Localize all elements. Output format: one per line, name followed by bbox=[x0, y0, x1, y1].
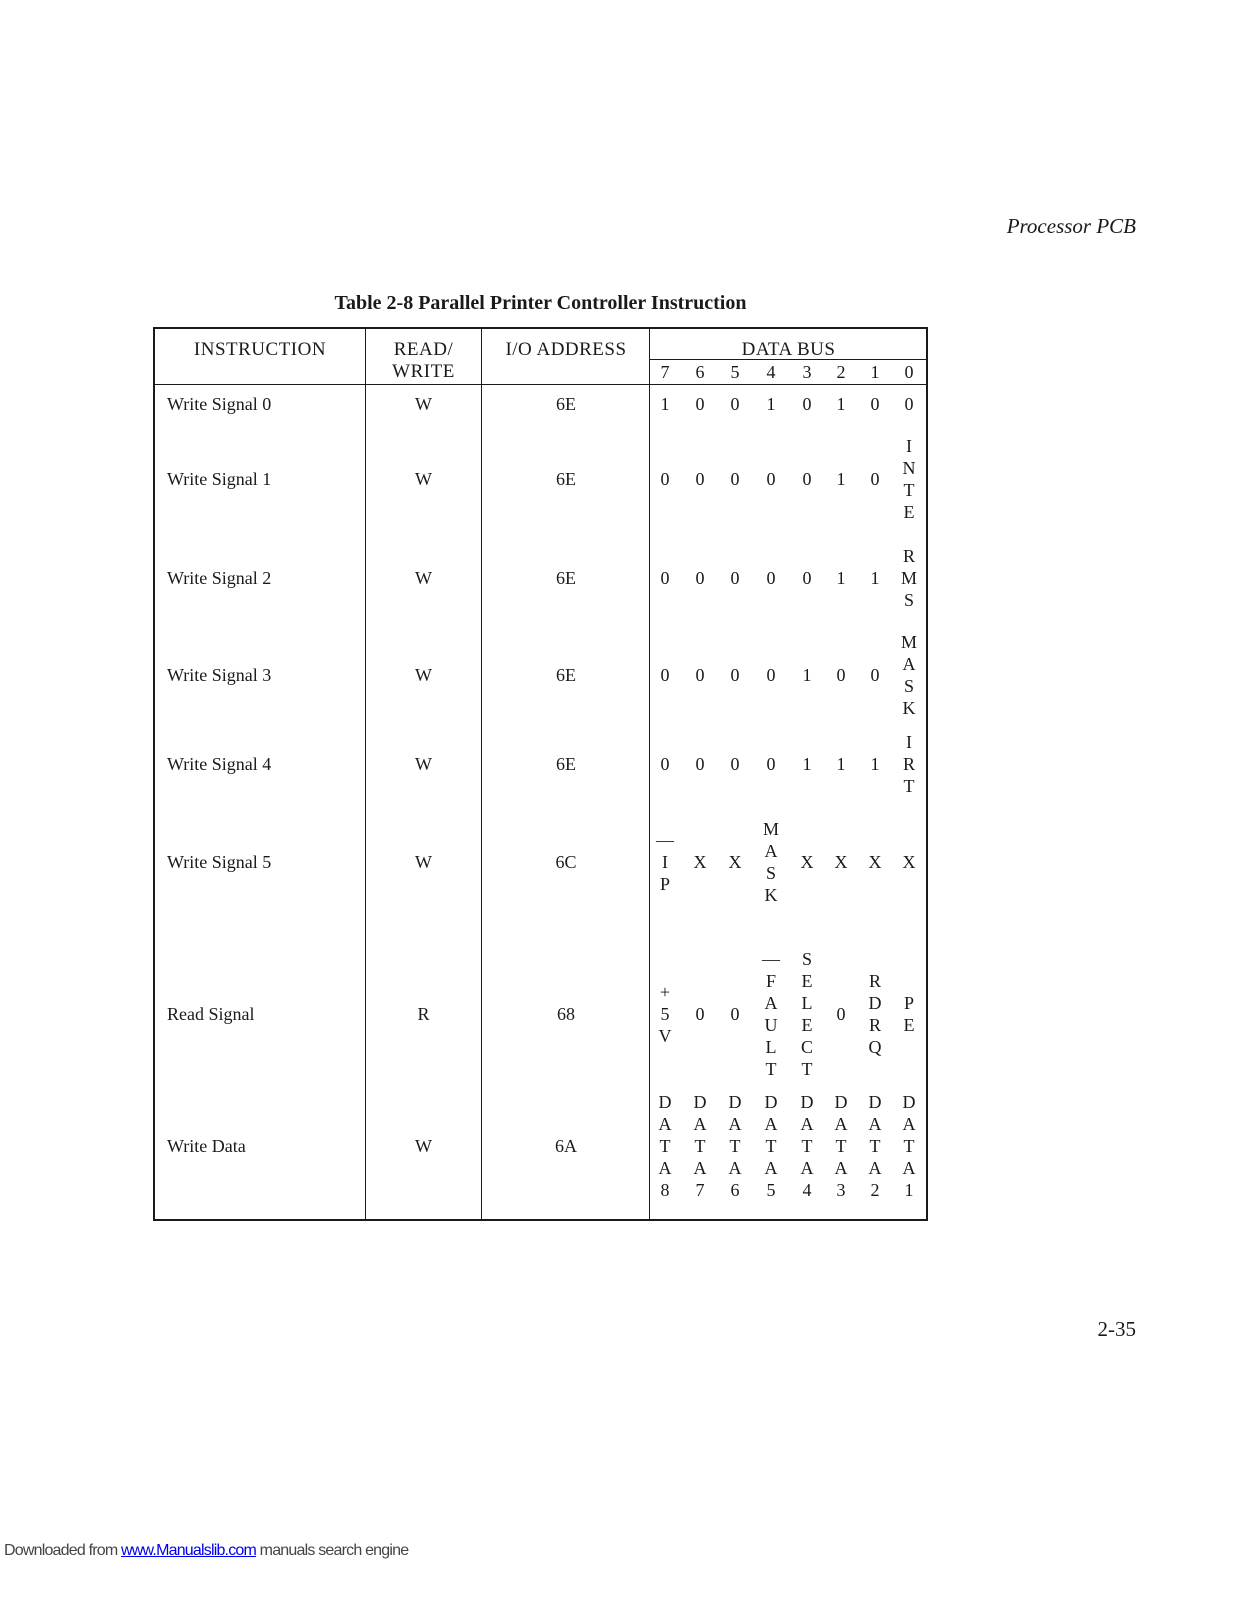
header-bit-2: 2 bbox=[836, 362, 846, 382]
io-address-cell: 6C bbox=[555, 852, 577, 872]
bit-char: P bbox=[659, 874, 670, 894]
bit-char: X bbox=[800, 852, 814, 872]
header-bit-1: 1 bbox=[870, 362, 880, 382]
bit-char: X bbox=[902, 852, 916, 872]
bit-char: I bbox=[662, 852, 668, 872]
bit-char: 0 bbox=[730, 665, 740, 685]
bit-cell-0 bbox=[891, 393, 927, 415]
bit-char: T bbox=[903, 1136, 915, 1156]
io-address-cell: 68 bbox=[557, 1004, 575, 1024]
bit-cell-7 bbox=[647, 393, 683, 415]
bit-cell-3 bbox=[789, 948, 825, 1080]
bit-char: A bbox=[728, 1158, 742, 1178]
page-number: 2-35 bbox=[1097, 1317, 1136, 1341]
bit-char: 0 bbox=[802, 394, 812, 414]
bit-char: 8 bbox=[660, 1180, 670, 1200]
bit-char: 0 bbox=[766, 754, 776, 774]
bit-char: D bbox=[658, 1092, 672, 1112]
manualslib-link[interactable]: www.Manualslib.com bbox=[121, 1542, 257, 1559]
bit-cell-7 bbox=[647, 753, 683, 775]
bit-cell-6 bbox=[682, 664, 718, 686]
bit-cell-5 bbox=[717, 664, 753, 686]
bit-char: A bbox=[658, 1158, 672, 1178]
bit-char: A bbox=[764, 841, 778, 861]
bit-char: S bbox=[801, 949, 812, 969]
bit-char: 1 bbox=[870, 568, 880, 588]
bit-char: P bbox=[903, 993, 914, 1013]
bit-char: T bbox=[903, 480, 915, 500]
read-write-cell: R bbox=[417, 1004, 430, 1024]
bit-cell-7 bbox=[647, 468, 683, 490]
bit-cell-5 bbox=[717, 1091, 753, 1201]
bit-char: C bbox=[800, 1037, 813, 1057]
bit-char: 0 bbox=[766, 568, 776, 588]
bit-char: 0 bbox=[695, 665, 705, 685]
bit-char: D bbox=[868, 993, 882, 1013]
bit-char: 0 bbox=[730, 394, 740, 414]
header-read-write-line1: READ/ bbox=[393, 339, 454, 360]
instruction-cell: Read Signal bbox=[167, 1004, 255, 1024]
bit-char: 5 bbox=[766, 1180, 776, 1200]
bit-char: D bbox=[800, 1092, 814, 1112]
bit-char: A bbox=[868, 1158, 882, 1178]
bit-cell-7 bbox=[647, 567, 683, 589]
bit-char: D bbox=[728, 1092, 742, 1112]
bit-cell-4 bbox=[753, 664, 789, 686]
bit-char: T bbox=[765, 1136, 777, 1156]
bit-cell-4 bbox=[753, 468, 789, 490]
bit-char: 0 bbox=[802, 469, 812, 489]
bit-cell-5 bbox=[717, 567, 753, 589]
bit-cell-6 bbox=[682, 393, 718, 415]
bit-char: 0 bbox=[766, 469, 776, 489]
read-write-cell: W bbox=[415, 568, 432, 588]
bit-cell-5 bbox=[717, 851, 753, 873]
read-write-cell: W bbox=[415, 852, 432, 872]
bit-cell-1 bbox=[857, 970, 893, 1058]
bit-cell-0 bbox=[891, 851, 927, 873]
bit-char: D bbox=[868, 1092, 882, 1112]
bit-char: 0 bbox=[766, 665, 776, 685]
read-write-cell: W bbox=[415, 665, 432, 685]
bit-char: U bbox=[764, 1015, 778, 1035]
bit-cell-7 bbox=[647, 664, 683, 686]
table-title: Table 2-8 Parallel Printer Controller Instruction bbox=[334, 292, 747, 314]
bit-char: + bbox=[659, 982, 671, 1002]
bit-cell-1 bbox=[857, 753, 893, 775]
bit-cell-0 bbox=[891, 731, 927, 797]
bit-char: R bbox=[902, 754, 915, 774]
bit-cell-4 bbox=[753, 567, 789, 589]
bit-cell-2 bbox=[823, 567, 859, 589]
bit-char: 1 bbox=[802, 754, 812, 774]
footer-prefix: Downloaded from bbox=[4, 1542, 122, 1559]
bit-cell-5 bbox=[717, 1003, 753, 1025]
bit-char: T bbox=[765, 1059, 777, 1079]
bit-char: 0 bbox=[660, 568, 670, 588]
io-address-cell: 6E bbox=[556, 754, 576, 774]
bit-cell-2 bbox=[823, 393, 859, 415]
header-bit-4: 4 bbox=[766, 362, 776, 382]
bit-char: — bbox=[656, 830, 674, 850]
bit-char: A bbox=[868, 1114, 882, 1134]
bit-char: A bbox=[764, 1114, 778, 1134]
bit-char: T bbox=[659, 1136, 671, 1156]
bit-char: 0 bbox=[660, 754, 670, 774]
bit-char: T bbox=[801, 1136, 813, 1156]
bit-char: A bbox=[764, 1158, 778, 1178]
bit-char: 0 bbox=[870, 665, 880, 685]
bit-cell-1 bbox=[857, 664, 893, 686]
bit-char: X bbox=[834, 852, 848, 872]
bit-cell-7 bbox=[647, 829, 683, 895]
bit-char: 0 bbox=[730, 754, 740, 774]
bit-char: 0 bbox=[695, 469, 705, 489]
bit-char: 1 bbox=[836, 394, 846, 414]
bit-cell-2 bbox=[823, 851, 859, 873]
bit-cell-6 bbox=[682, 567, 718, 589]
bit-char: D bbox=[764, 1092, 778, 1112]
bit-char: S bbox=[903, 590, 914, 610]
bit-cell-2 bbox=[823, 1003, 859, 1025]
bit-char: L bbox=[801, 993, 813, 1013]
bit-char: M bbox=[900, 632, 917, 652]
bit-char: A bbox=[693, 1114, 707, 1134]
io-address-cell: 6E bbox=[556, 469, 576, 489]
bit-cell-4 bbox=[753, 753, 789, 775]
bit-cell-5 bbox=[717, 468, 753, 490]
bit-char: 1 bbox=[836, 469, 846, 489]
bit-char: 1 bbox=[904, 1180, 914, 1200]
bit-char: 1 bbox=[660, 394, 670, 414]
bit-cell-1 bbox=[857, 851, 893, 873]
bit-cell-4 bbox=[753, 1091, 789, 1201]
bit-char: 1 bbox=[836, 568, 846, 588]
bit-char: S bbox=[765, 863, 776, 883]
io-address-cell: 6A bbox=[555, 1136, 577, 1156]
bit-char: 6 bbox=[730, 1180, 740, 1200]
bit-char: 0 bbox=[870, 469, 880, 489]
bit-char: A bbox=[800, 1114, 814, 1134]
instruction-cell: Write Signal 2 bbox=[167, 568, 272, 588]
bit-char: 0 bbox=[695, 754, 705, 774]
bit-cell-3 bbox=[789, 468, 825, 490]
read-write-cell: W bbox=[415, 754, 432, 774]
bit-cell-0 bbox=[891, 992, 927, 1036]
bit-cell-6 bbox=[682, 851, 718, 873]
instruction-cell: Write Signal 5 bbox=[167, 852, 272, 872]
bit-char: 4 bbox=[802, 1180, 812, 1200]
bit-cell-6 bbox=[682, 1091, 718, 1201]
bit-cell-3 bbox=[789, 753, 825, 775]
bit-cell-4 bbox=[753, 818, 789, 906]
running-head: Processor PCB bbox=[1006, 214, 1136, 238]
bit-cell-0 bbox=[891, 631, 927, 719]
bit-char: 7 bbox=[695, 1180, 705, 1200]
bit-cell-5 bbox=[717, 393, 753, 415]
bit-char: I bbox=[906, 732, 912, 752]
bit-char: M bbox=[900, 568, 917, 588]
bit-char: A bbox=[902, 1158, 916, 1178]
bit-char: X bbox=[693, 852, 707, 872]
bit-cell-5 bbox=[717, 753, 753, 775]
footer-suffix: manuals search engine bbox=[256, 1542, 409, 1559]
bit-cell-1 bbox=[857, 393, 893, 415]
bit-char: — bbox=[762, 949, 780, 969]
bit-cell-2 bbox=[823, 468, 859, 490]
instruction-cell: Write Data bbox=[167, 1136, 246, 1156]
bit-char: D bbox=[902, 1092, 916, 1112]
bit-char: R bbox=[902, 546, 915, 566]
bit-char: E bbox=[903, 1015, 915, 1035]
bit-char: 0 bbox=[836, 665, 846, 685]
bit-char: 0 bbox=[695, 394, 705, 414]
header-divider bbox=[155, 384, 926, 385]
bit-cell-6 bbox=[682, 753, 718, 775]
bit-cell-3 bbox=[789, 393, 825, 415]
bit-char: 0 bbox=[730, 469, 740, 489]
header-bit-7: 7 bbox=[660, 362, 670, 382]
bit-char: E bbox=[903, 502, 915, 522]
bit-char: M bbox=[762, 819, 779, 839]
bit-cell-7 bbox=[647, 1091, 683, 1201]
bit-char: 0 bbox=[870, 394, 880, 414]
bit-char: A bbox=[728, 1114, 742, 1134]
bit-char: A bbox=[764, 993, 778, 1013]
bit-cell-1 bbox=[857, 468, 893, 490]
header-instruction: INSTRUCTION bbox=[193, 339, 327, 360]
bit-char: T bbox=[694, 1136, 706, 1156]
bit-char: 0 bbox=[836, 1004, 846, 1024]
bit-char: D bbox=[693, 1092, 707, 1112]
bit-char: S bbox=[903, 676, 914, 696]
bit-cell-2 bbox=[823, 1091, 859, 1201]
bit-char: 2 bbox=[870, 1180, 880, 1200]
bit-char: T bbox=[729, 1136, 741, 1156]
bit-char: Q bbox=[868, 1037, 882, 1057]
bit-cell-3 bbox=[789, 567, 825, 589]
bit-cell-0 bbox=[891, 545, 927, 611]
header-bit-6: 6 bbox=[695, 362, 705, 382]
read-write-cell: W bbox=[415, 394, 432, 414]
bit-char: X bbox=[868, 852, 882, 872]
bit-char: A bbox=[902, 654, 916, 674]
header-read-write-line2: WRITE bbox=[392, 361, 455, 382]
bit-char: 1 bbox=[836, 754, 846, 774]
bit-char: T bbox=[869, 1136, 881, 1156]
bit-char: A bbox=[834, 1114, 848, 1134]
io-address-cell: 6E bbox=[556, 568, 576, 588]
bit-char: A bbox=[902, 1114, 916, 1134]
bit-cell-6 bbox=[682, 1003, 718, 1025]
instruction-cell: Write Signal 4 bbox=[167, 754, 272, 774]
bit-char: T bbox=[801, 1059, 813, 1079]
bit-cell-4 bbox=[753, 948, 789, 1080]
bit-char: A bbox=[800, 1158, 814, 1178]
bit-char: 3 bbox=[836, 1180, 846, 1200]
bit-char: D bbox=[834, 1092, 848, 1112]
bit-char: R bbox=[868, 1015, 881, 1035]
io-address-cell: 6E bbox=[556, 665, 576, 685]
bit-cell-3 bbox=[789, 851, 825, 873]
bit-char: E bbox=[801, 1015, 813, 1035]
bit-char: 5 bbox=[660, 1004, 670, 1024]
read-write-cell: W bbox=[415, 1136, 432, 1156]
bit-cell-3 bbox=[789, 664, 825, 686]
bit-cell-1 bbox=[857, 1091, 893, 1201]
instruction-cell: Write Signal 0 bbox=[167, 394, 272, 414]
bit-char: T bbox=[835, 1136, 847, 1156]
io-address-cell: 6E bbox=[556, 394, 576, 414]
bit-char: K bbox=[764, 885, 778, 905]
instruction-cell: Write Signal 3 bbox=[167, 665, 272, 685]
bit-char: N bbox=[902, 458, 916, 478]
bit-char: I bbox=[906, 436, 912, 456]
bit-cell-0 bbox=[891, 435, 927, 523]
bit-char: A bbox=[834, 1158, 848, 1178]
bit-char: A bbox=[658, 1114, 672, 1134]
header-bit-0: 0 bbox=[904, 362, 914, 382]
bit-char: T bbox=[903, 776, 915, 796]
header-bit-3: 3 bbox=[802, 362, 812, 382]
column-divider bbox=[481, 329, 482, 1219]
bit-char: A bbox=[693, 1158, 707, 1178]
bit-char: E bbox=[801, 971, 813, 991]
bit-char: 0 bbox=[802, 568, 812, 588]
bit-cell-4 bbox=[753, 393, 789, 415]
bit-char: K bbox=[902, 698, 916, 718]
bit-char: R bbox=[868, 971, 881, 991]
bit-char: 0 bbox=[904, 394, 914, 414]
bit-char: 1 bbox=[870, 754, 880, 774]
header-io-address: I/O ADDRESS bbox=[505, 339, 627, 360]
bit-char: X bbox=[728, 852, 742, 872]
bit-char: 0 bbox=[660, 665, 670, 685]
bit-cell-1 bbox=[857, 567, 893, 589]
bit-char: 1 bbox=[802, 665, 812, 685]
bit-char: 0 bbox=[730, 568, 740, 588]
bit-cell-2 bbox=[823, 664, 859, 686]
header-data-bus: DATA BUS bbox=[741, 339, 836, 360]
bit-char: F bbox=[765, 971, 776, 991]
read-write-cell: W bbox=[415, 469, 432, 489]
bit-char: 0 bbox=[695, 568, 705, 588]
footer bbox=[4, 1542, 408, 1560]
bit-char: 1 bbox=[766, 394, 776, 414]
bit-cell-6 bbox=[682, 468, 718, 490]
bit-char: L bbox=[765, 1037, 777, 1057]
bit-cell-3 bbox=[789, 1091, 825, 1201]
bit-char: V bbox=[658, 1026, 672, 1046]
instruction-cell: Write Signal 1 bbox=[167, 469, 272, 489]
instruction-table bbox=[153, 327, 928, 1221]
bit-char: 0 bbox=[730, 1004, 740, 1024]
bit-cell-7 bbox=[647, 981, 683, 1047]
header-bit-5: 5 bbox=[730, 362, 740, 382]
bit-cell-0 bbox=[891, 1091, 927, 1201]
bit-char: 0 bbox=[695, 1004, 705, 1024]
bit-cell-2 bbox=[823, 753, 859, 775]
bit-char: 0 bbox=[660, 469, 670, 489]
